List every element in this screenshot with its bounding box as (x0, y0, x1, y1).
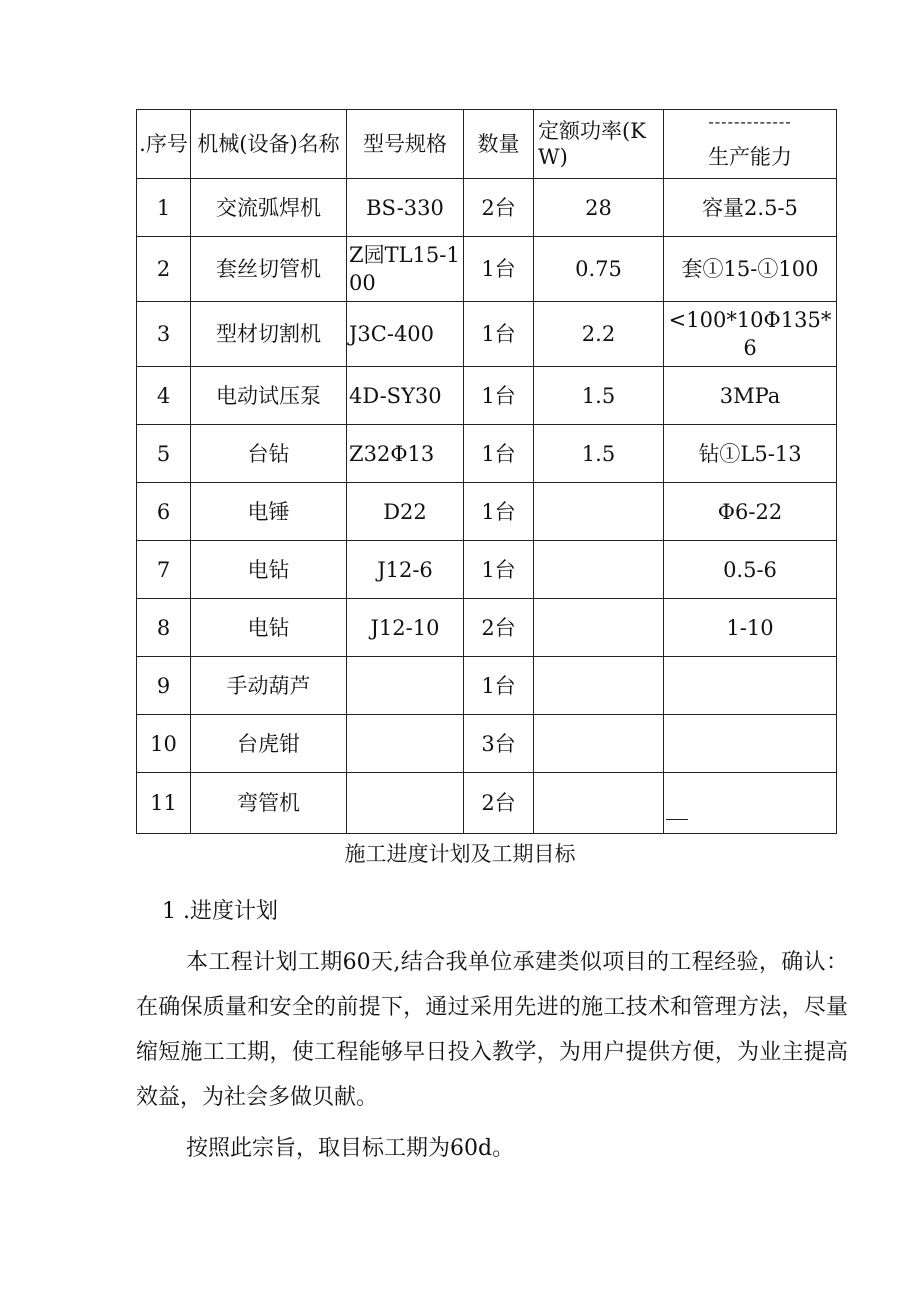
cell-model (347, 657, 464, 715)
cell-power (534, 657, 664, 715)
cell-model: 4D-SY30 (347, 367, 464, 425)
cell-qty: 1台 (464, 541, 534, 599)
table-row (137, 425, 837, 483)
cell-qty: 1台 (464, 657, 534, 715)
cell-power (534, 599, 664, 657)
cell-model: Z32Φ13 (347, 425, 464, 483)
cell-model: D22 (347, 483, 464, 541)
cell-qty: 2台 (464, 179, 534, 237)
table-row (137, 657, 837, 715)
cell-capacity (664, 657, 837, 715)
cell-model (347, 715, 464, 773)
table-row (137, 483, 837, 541)
header-name: 机械(设备)名称 (191, 110, 347, 179)
table-row (137, 237, 837, 302)
table-row (137, 367, 837, 425)
cell-model: J3C-400 (347, 302, 464, 367)
cell-model: J12-6 (347, 541, 464, 599)
table-header-row (137, 110, 837, 179)
header-qty: 数量 (464, 110, 534, 179)
cell-capacity: 套①15-①100 (664, 237, 837, 302)
cell-name: 台钻 (191, 425, 347, 483)
cell-qty: 1台 (464, 483, 534, 541)
header-capacity-cell (664, 110, 837, 179)
cell-model: BS-330 (347, 179, 464, 237)
table-row (137, 302, 837, 367)
body-paragraph-2: 按照此宗旨，取目标工期为60d。 (186, 1136, 515, 1161)
cell-model: J12-10 (347, 599, 464, 657)
cell-capacity: 钻①L5-13 (664, 425, 837, 483)
header-power: 定额功率(KW) (534, 110, 664, 179)
cell-capacity: 0.5-6 (664, 541, 837, 599)
header-seq: .序号 (137, 110, 191, 179)
cell-seq: 1 (137, 179, 191, 237)
header-model: 型号规格 (347, 110, 464, 179)
cell-qty: 1台 (464, 237, 534, 302)
cell-power: 1.5 (534, 367, 664, 425)
table-row (137, 179, 837, 237)
cell-qty: 3台 (464, 715, 534, 773)
cell-seq: 6 (137, 483, 191, 541)
cell-qty: 1台 (464, 302, 534, 367)
cell-seq: 2 (137, 237, 191, 302)
header-capacity-dashes: ------------- (708, 112, 792, 131)
cell-power: 1.5 (534, 425, 664, 483)
cell-model (347, 773, 464, 834)
header-capacity: 生产能力 (708, 145, 792, 169)
cell-capacity: 1-10 (664, 599, 837, 657)
table-row (137, 599, 837, 657)
cell-power (534, 773, 664, 834)
cell-seq: 7 (137, 541, 191, 599)
cell-name: 电钻 (191, 541, 347, 599)
cell-power: 28 (534, 179, 664, 237)
cell-seq: 4 (137, 367, 191, 425)
cell-name: 电锤 (191, 483, 347, 541)
cell-qty: 1台 (464, 367, 534, 425)
cell-name: 型材切割机 (191, 302, 347, 367)
cell-seq: 5 (137, 425, 191, 483)
section-heading: 1 .进度计划 (162, 899, 278, 924)
cell-seq: 9 (137, 657, 191, 715)
cell-name: 电钻 (191, 599, 347, 657)
cell-seq: 8 (137, 599, 191, 657)
cell-qty: 1台 (464, 425, 534, 483)
cell-name: 弯管机 (191, 773, 347, 834)
cell-qty: 2台 (464, 773, 534, 834)
cell-power (534, 483, 664, 541)
cell-name: 套丝切管机 (191, 237, 347, 302)
cell-seq: 3 (137, 302, 191, 367)
cell-model: Z园TL15-100 (347, 237, 464, 302)
cell-qty: 2台 (464, 599, 534, 657)
cell-name: 交流弧焊机 (191, 179, 347, 237)
cell-name: 电动试压泵 (191, 367, 347, 425)
section-caption: 施工进度计划及工期目标 (344, 842, 576, 866)
cell-power (534, 715, 664, 773)
equipment-table (136, 109, 837, 834)
cell-name: 手动葫芦 (191, 657, 347, 715)
cell-seq: 11 (137, 773, 191, 834)
underline-mark (666, 805, 688, 820)
body-paragraph-1: 本工程计划工期60天,结合我单位承建类似项目的工程经验，确认：在确保质量和安全的前提下，通过采用先进的施工技术和管理方法，尽量缩短施工工期，使工程能够早日投入教学，为用户提供方便，为业主提高效益，为社会多做贝献。 (136, 950, 848, 1110)
cell-capacity (664, 715, 837, 773)
table-row (137, 715, 837, 773)
cell-power (534, 541, 664, 599)
cell-capacity: Φ6-22 (664, 483, 837, 541)
cell-capacity: 3MPa (664, 367, 837, 425)
cell-power: 0.75 (534, 237, 664, 302)
cell-name: 台虎钳 (191, 715, 347, 773)
cell-seq: 10 (137, 715, 191, 773)
table-row (137, 541, 837, 599)
cell-capacity: <100*10Φ135*6 (664, 302, 837, 367)
cell-capacity: 容量2.5-5 (664, 179, 837, 237)
cell-capacity-mark (664, 773, 837, 834)
table-row (137, 773, 837, 834)
cell-power: 2.2 (534, 302, 664, 367)
